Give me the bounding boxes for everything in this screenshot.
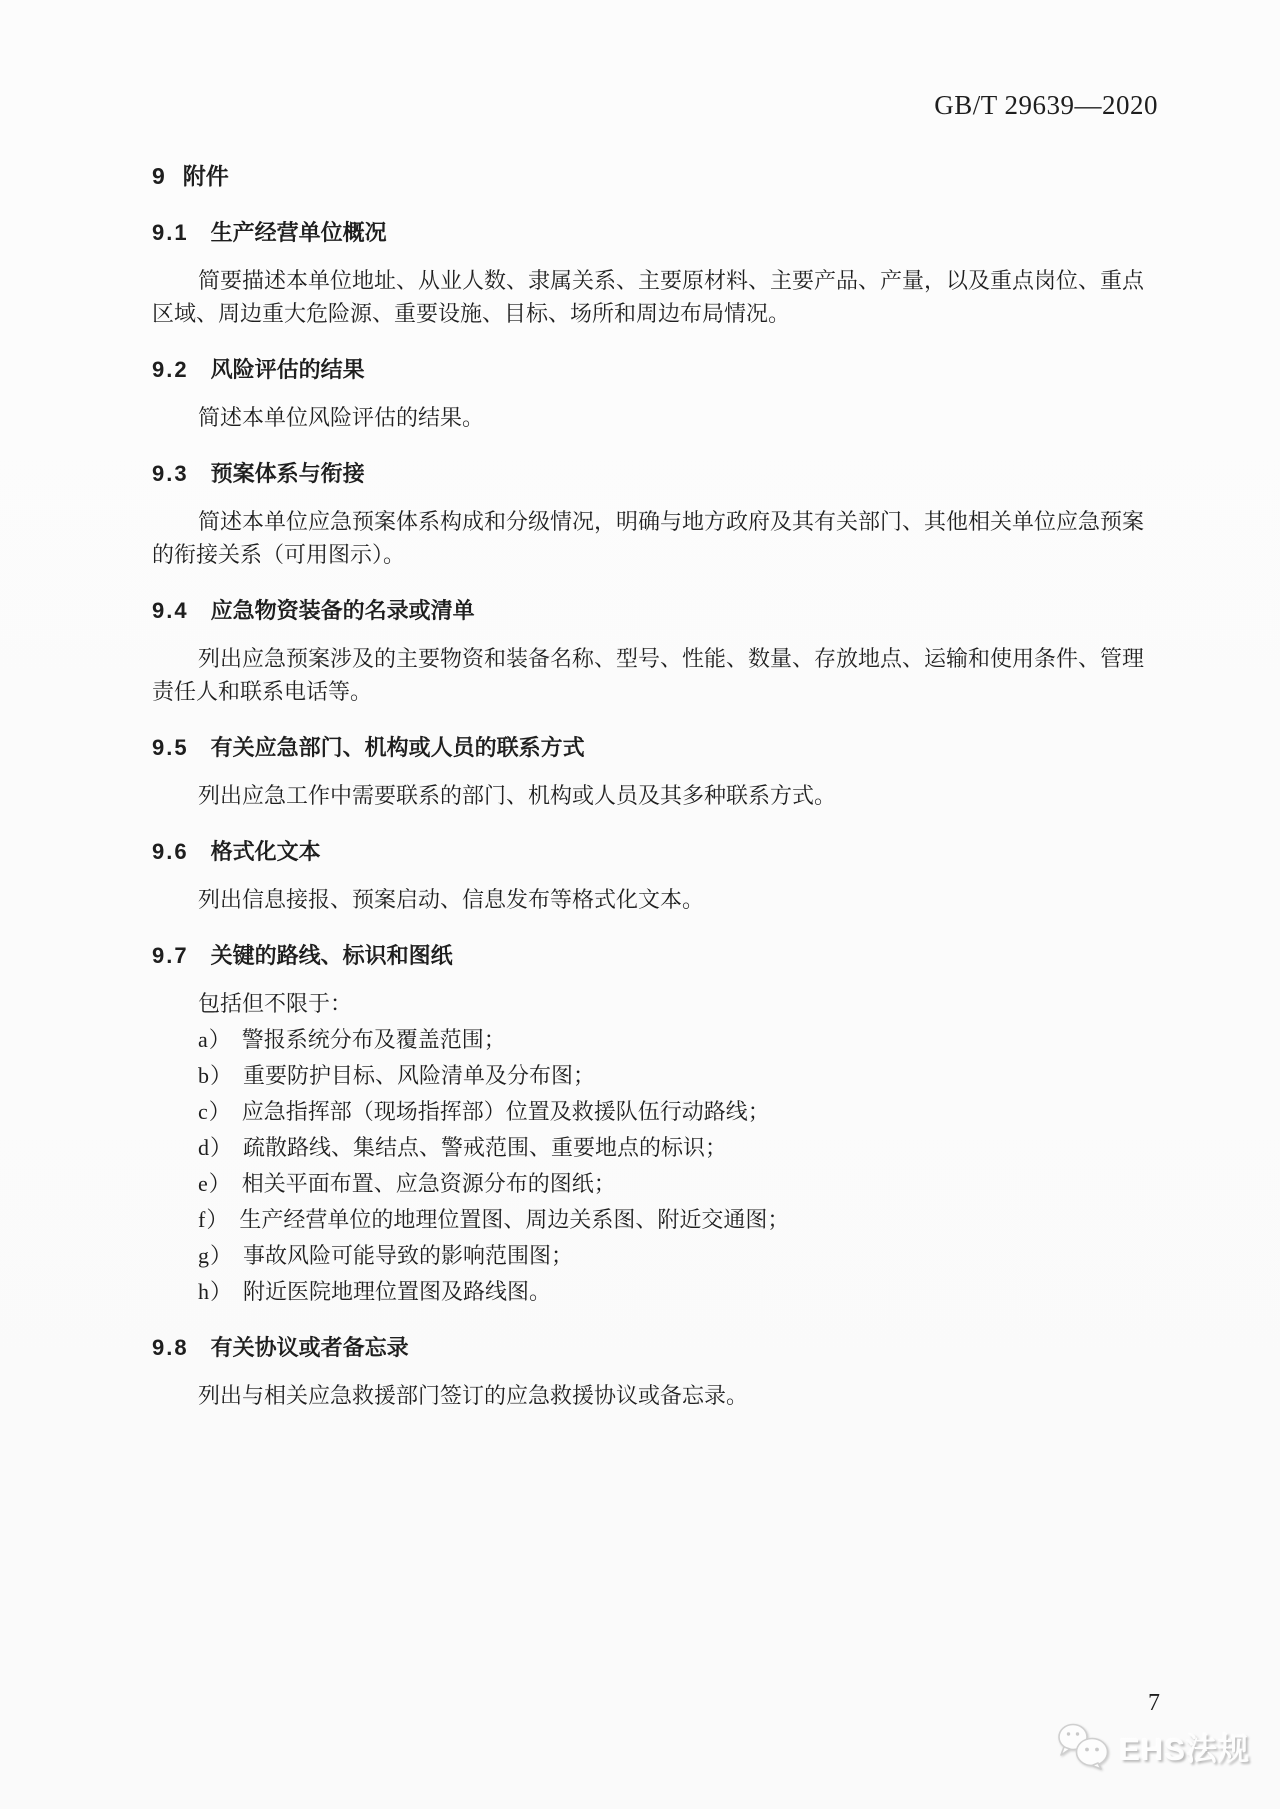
section-heading-9-5	[152, 731, 1158, 764]
section-heading-9-4	[152, 594, 1158, 627]
section-title: 关键的路线、标识和图纸	[210, 943, 453, 968]
list-item-label: h）	[198, 1279, 234, 1304]
list-item-label: b）	[198, 1063, 234, 1088]
section-heading-9-2	[152, 353, 1158, 386]
section-paragraph-9-1	[152, 264, 1158, 330]
wechat-icon	[1054, 1722, 1112, 1770]
section-heading-9-6	[152, 835, 1158, 868]
paragraph-line: 列出应急工作中需要联系的部门、机构或人员及其多种联系方式。	[198, 783, 837, 808]
paragraph-line: 的衔接关系（可用图示）。	[152, 542, 406, 567]
watermark-label: EHS法规	[1119, 1731, 1250, 1767]
standard-code: GB/T 29639—2020	[934, 90, 1158, 120]
chapter-number: 9	[152, 163, 165, 189]
section-paragraph-9-6	[152, 883, 1158, 916]
section-paragraph-9-5	[152, 779, 1158, 812]
list-item-text: 警报系统分布及覆盖范围；	[241, 1027, 506, 1052]
section-title: 风险评估的结果	[210, 357, 365, 382]
list-item-a	[152, 1023, 1158, 1056]
section-number: 9.1	[152, 220, 189, 245]
section-number: 9.3	[152, 461, 189, 486]
section-number: 9.4	[152, 598, 189, 623]
section-number: 9.7	[152, 943, 189, 968]
section-paragraph-9-2	[152, 401, 1158, 434]
list-item-g	[152, 1239, 1158, 1272]
list-item-label: f）	[198, 1207, 230, 1232]
list-item-text: 应急指挥部（现场指挥部）位置及救援队伍行动路线；	[241, 1099, 770, 1124]
list-item-e	[152, 1167, 1158, 1200]
section-number: 9.5	[152, 735, 189, 760]
section-paragraph-9-8	[152, 1379, 1158, 1412]
section-paragraph-9-3	[152, 505, 1158, 571]
section-heading-9-1	[152, 216, 1158, 249]
paragraph-line: 简述本单位应急预案体系构成和分级情况，明确与地方政府及其有关部门、其他相关单位应急预案	[198, 509, 1145, 534]
section-title: 有关应急部门、机构或人员的联系方式	[210, 735, 585, 760]
paragraph-line: 简要描述本单位地址、从业人数、隶属关系、主要原材料、主要产品、产量，以及重点岗位、重点	[198, 268, 1145, 293]
section-paragraph-9-4	[152, 642, 1158, 708]
paragraph-line: 包括但不限于：	[198, 991, 353, 1016]
section-heading-9-7	[152, 939, 1158, 972]
list-item-d	[152, 1131, 1158, 1164]
section-intro-9-7	[152, 987, 1158, 1020]
list-item-b	[152, 1059, 1158, 1092]
section-title: 预案体系与衔接	[210, 461, 365, 486]
section-heading-9-8	[152, 1331, 1158, 1364]
list-item-label: c）	[198, 1099, 232, 1124]
paragraph-line: 区域、周边重大危险源、重要设施、目标、场所和周边布局情况。	[152, 301, 791, 326]
paragraph-line: 列出与相关应急救援部门签订的应急救援协议或备忘录。	[198, 1383, 749, 1408]
section-title: 有关协议或者备忘录	[210, 1335, 409, 1360]
paragraph-line: 责任人和联系电话等。	[152, 679, 373, 704]
chapter-title: 附件	[182, 163, 229, 189]
section-title: 格式化文本	[210, 839, 321, 864]
watermark	[1054, 1722, 1250, 1770]
section-title: 应急物资装备的名录或清单	[210, 598, 475, 623]
list-item-text: 事故风险可能导致的影响范围图；	[243, 1243, 574, 1268]
list-item-text: 相关平面布置、应急资源分布的图纸；	[241, 1171, 616, 1196]
list-item-h	[152, 1275, 1158, 1308]
list-item-text: 附近医院地理位置图及路线图。	[243, 1279, 552, 1304]
chapter-heading	[152, 160, 1158, 193]
paragraph-line: 列出信息接报、预案启动、信息发布等格式化文本。	[198, 887, 705, 912]
paragraph-line: 简述本单位风险评估的结果。	[198, 405, 485, 430]
document-body	[152, 160, 1158, 1412]
section-number: 9.8	[152, 1335, 189, 1360]
list-item-text: 疏散路线、集结点、警戒范围、重要地点的标识；	[243, 1135, 728, 1160]
list-item-label: e）	[198, 1171, 232, 1196]
section-number: 9.2	[152, 357, 189, 382]
list-item-label: d）	[198, 1135, 234, 1160]
list-item-label: a）	[198, 1027, 232, 1052]
list-item-label: g）	[198, 1243, 234, 1268]
list-item-text: 生产经营单位的地理位置图、周边关系图、附近交通图；	[239, 1207, 790, 1232]
section-heading-9-3	[152, 457, 1158, 490]
list-item-c	[152, 1095, 1158, 1128]
section-number: 9.6	[152, 839, 189, 864]
list-item-f	[152, 1203, 1158, 1236]
page-number: 7	[1148, 1690, 1160, 1716]
section-title: 生产经营单位概况	[210, 220, 387, 245]
paragraph-line: 列出应急预案涉及的主要物资和装备名称、型号、性能、数量、存放地点、运输和使用条件、管理	[198, 646, 1145, 671]
list-item-text: 重要防护目标、风险清单及分布图；	[243, 1063, 596, 1088]
